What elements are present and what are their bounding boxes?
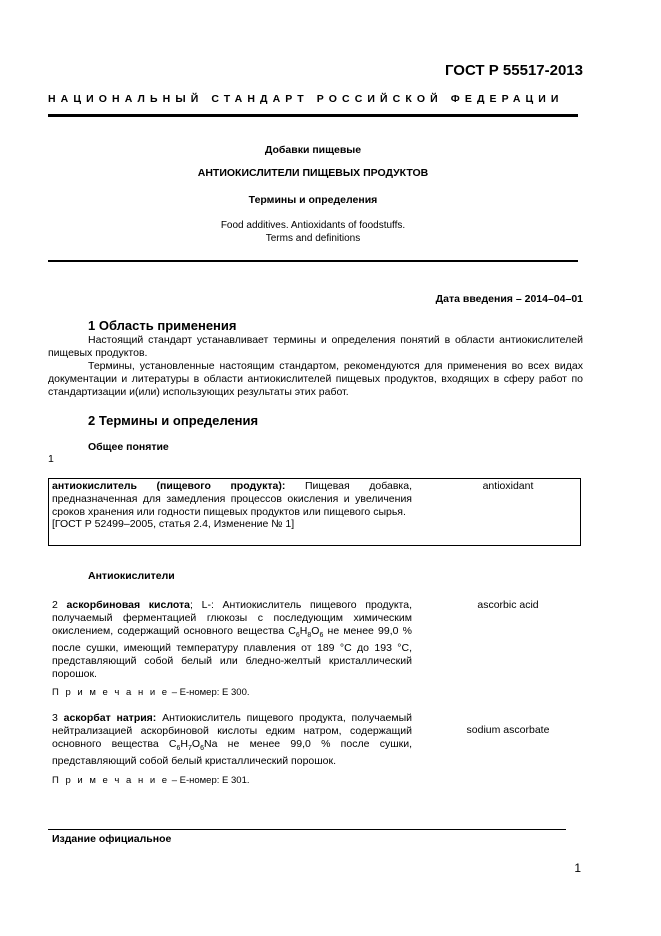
term-1-text: Пищевая добавка, предназначенная для замедления процессов окисления и увеличения сроков хранения или годности пищевых продуктов или пищевого сырья. (52, 480, 412, 518)
introduction-date: Дата введения – 2014–04–01 (435, 293, 583, 305)
term-2-name: аскорбиновая кислота (66, 599, 191, 611)
term-2-formula-h: H (299, 624, 308, 637)
term-1-english: antioxidant (482, 480, 534, 492)
term-3-sub3: 6 (200, 744, 204, 752)
term-2-text-b: не менее 99,0 % после сушки, имеющий температуру плавления от 189 °C до 193 °C, представляющий собой белый или бледно-желтый кристаллический порошок. (52, 624, 412, 681)
english-title-line-2: Terms and definitions (265, 233, 361, 244)
antioxidants-heading: Антиокислители (88, 570, 175, 582)
document-number: ГОСТ Р 55517-2013 (444, 62, 583, 79)
term-2-english: ascorbic acid (477, 599, 539, 611)
term-3-sub2: 7 (188, 744, 192, 752)
term-3-sub1: 6 (176, 744, 181, 752)
term-3-name: аскорбат натрия: (63, 712, 157, 724)
footer-rule (48, 829, 566, 830)
term-3-text-b: Na не менее 99,0 % после сушки, представляющий собой белый кристаллический порошок. (52, 737, 412, 768)
term-2-note (52, 687, 250, 698)
title-rule (48, 260, 578, 262)
term-3-note-text: – Е-номер: Е 301. (169, 775, 250, 786)
term-3-formula-h: H (180, 737, 189, 750)
english-title-line-1: Food additives. Antioxidants of foodstuffs. (220, 220, 406, 231)
term-3-formula-o: O (191, 737, 201, 750)
term-2-note-label: П р и м е ч а н и е (52, 687, 170, 698)
term-3-note (52, 775, 250, 786)
scope-paragraph-2: Термины, установленные настоящим стандартом, рекомендуются для применения во всех видах документации и литературы в области антиокислителей пищевых продуктов, входящих в сферу работ по стандартизации и(или) использующих результаты этих работ. (48, 360, 583, 398)
term-1-name: антиокислитель (пищевого продукта): (52, 480, 286, 492)
category-title: Добавки пищевые (264, 144, 362, 156)
section-2-heading: 2 Термины и определения (88, 413, 259, 428)
term-2-number: 2 (52, 599, 58, 611)
official-edition-label: Издание официальное (52, 833, 172, 845)
term-2-sub1: 6 (295, 631, 300, 639)
term-2-note-text: – Е-номер: Е 300. (169, 687, 250, 698)
page-number: 1 (574, 861, 581, 875)
term-3-number: 3 (52, 712, 58, 724)
term-2-text-a: Антиокислитель пищевого продукта, получаемый ферментацией глюкозы с последующим химическим окислением, содержащий основного вещества C (52, 599, 412, 637)
term-1-reference: [ГОСТ Р 52499–2005, статья 2.4, Изменение № 1] (52, 518, 295, 531)
english-title (48, 219, 578, 245)
term-2-definition (52, 599, 412, 681)
term-2-sub3: 6 (319, 631, 324, 639)
term-3-definition (52, 712, 412, 768)
term-1-number: 1 (48, 453, 54, 465)
section-1-heading: 1 Область применения (88, 318, 237, 333)
general-concept-heading: Общее понятие (88, 441, 169, 453)
main-title: АНТИОКИСЛИТЕЛИ ПИЩЕВЫХ ПРОДУКТОВ (197, 167, 429, 179)
term-3-english: sodium ascorbate (466, 724, 550, 736)
term-2-sub2: 8 (307, 631, 312, 639)
term-1-definition (52, 480, 412, 531)
term-3-note-label: П р и м е ч а н и е (52, 775, 170, 786)
section-1-text (48, 334, 583, 399)
term-2-extra: ; L-: (190, 599, 214, 611)
national-standard-banner: НАЦИОНАЛЬНЫЙ СТАНДАРТ РОССИЙСКОЙ ФЕДЕРАЦИИ (48, 93, 564, 105)
term-2-formula-o: O (311, 624, 320, 637)
term-3-text-a: Антиокислитель пищевого продукта, получаемый нейтрализацией аскорбиновой кислоты едким натром, содержащий основного вещества C (52, 712, 412, 750)
header-rule (48, 114, 578, 117)
scope-paragraph-1: Настоящий стандарт устанавливает термины и определения понятий в области антиокислителей пищевых продуктов. (48, 334, 583, 359)
subtitle: Термины и определения (248, 194, 378, 206)
